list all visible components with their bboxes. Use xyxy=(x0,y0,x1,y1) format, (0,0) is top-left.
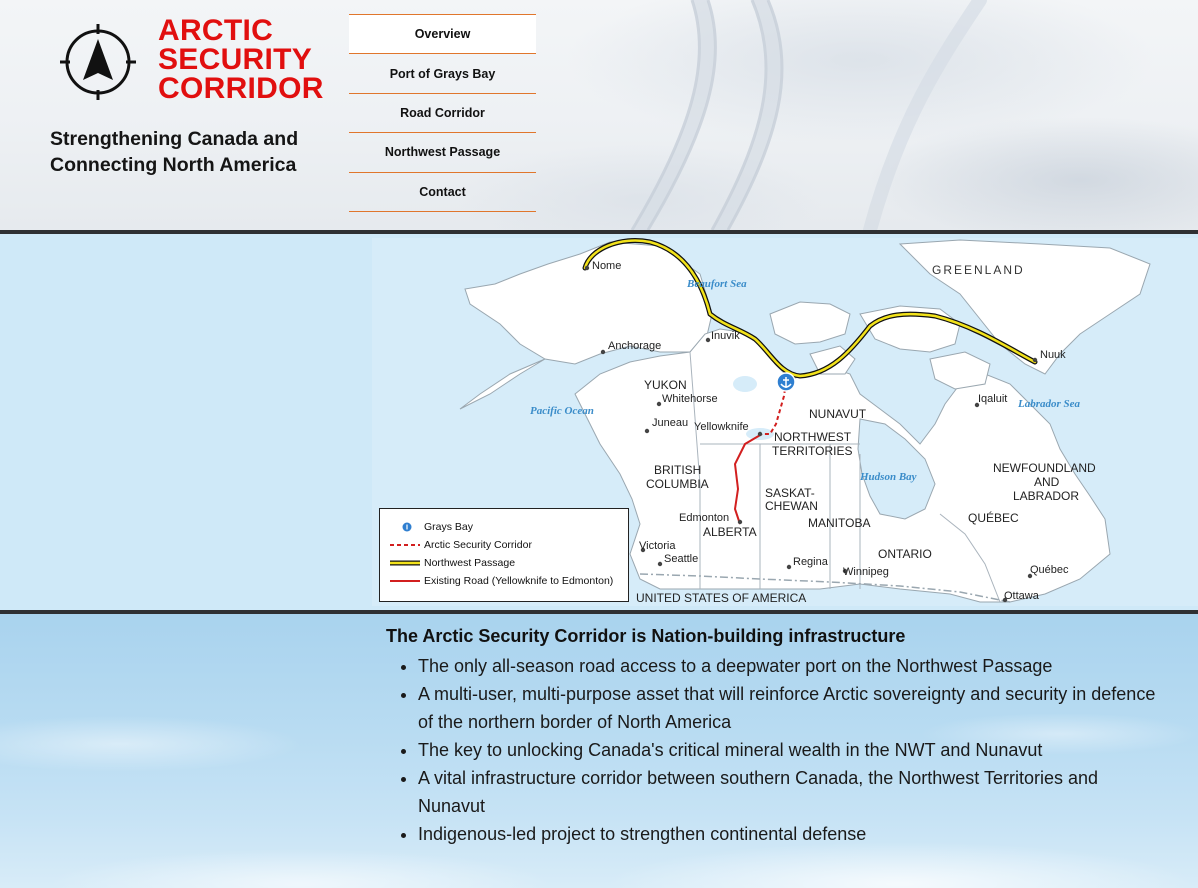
content-title: The Arctic Security Corridor is Nation-building infrastructure xyxy=(386,626,906,646)
benefit-item: • A multi-user, multi-purpose asset that will reinforce Arctic sovereignty and security in defence of the northern border of North America xyxy=(418,680,1158,736)
benefit-item: • The only all-season road access to a deepwater port on the Northwest Passage xyxy=(418,652,1158,680)
yellow-line-icon xyxy=(390,557,420,569)
label-nunavut: NUNAVUT xyxy=(809,407,867,421)
label-beaufort-sea: Beaufort Sea xyxy=(687,278,747,290)
label-juneau: Juneau xyxy=(652,417,689,429)
label-hudson-bay: Hudson Bay xyxy=(860,471,917,483)
label-nfl-line-3: LABRADOR xyxy=(1013,489,1080,503)
grays-bay-port-icon[interactable] xyxy=(777,373,795,391)
label-nwt-line-1: NORTHWEST xyxy=(774,430,852,444)
label-seattle: Seattle xyxy=(664,553,699,565)
label-ontario: ONTARIO xyxy=(878,547,932,561)
site-header xyxy=(0,0,1198,230)
compass-logo-icon[interactable] xyxy=(58,22,138,102)
benefit-item: • A vital infrastructure corridor between southern Canada, the Northwest Territories and Nunavut xyxy=(418,764,1158,820)
label-manitoba: MANITOBA xyxy=(808,516,871,530)
nav-item-contact[interactable]: Contact xyxy=(349,173,536,212)
map-section xyxy=(0,234,1198,610)
benefit-item: • Indigenous-led project to strengthen continental defense xyxy=(418,820,1158,848)
brand-name[interactable] xyxy=(158,16,348,103)
benefit-item: • The key to unlocking Canada's critical mineral wealth in the NWT and Nunavut xyxy=(418,736,1158,764)
label-labrador-sea: Labrador Sea xyxy=(1018,398,1081,410)
tagline-line-2: Connecting North America xyxy=(50,154,297,176)
label-alberta: ALBERTA xyxy=(703,525,757,539)
legend-row-existing-road xyxy=(390,573,613,589)
label-regina: Regina xyxy=(793,556,828,568)
label-anchorage: Anchorage xyxy=(608,340,662,352)
label-yukon: YUKON xyxy=(644,378,687,392)
dashed-red-line-icon xyxy=(390,539,420,551)
label-nfl-line-1: NEWFOUNDLAND xyxy=(993,461,1096,475)
brand-line-3: CORRIDOR xyxy=(158,72,324,105)
label-pacific-ocean: Pacific Ocean xyxy=(530,405,594,417)
legend-label-corridor: Arctic Security Corridor xyxy=(424,539,532,551)
label-usa: UNITED STATES OF AMERICA xyxy=(636,591,807,605)
tagline-line-1: Strengthening Canada and xyxy=(50,128,299,150)
legend-label-existing-road: Existing Road (Yellowknife to Edmonton) xyxy=(424,575,614,587)
legend-row-grays-bay xyxy=(390,519,473,535)
label-ottawa: Ottawa xyxy=(1004,590,1039,602)
brand-line-1: ARCTIC xyxy=(158,14,274,47)
label-quebec-province: QUÉBEC xyxy=(968,511,1019,525)
tagline xyxy=(50,126,340,178)
legend-row-passage xyxy=(390,555,515,571)
benefit-list xyxy=(396,652,1158,848)
port-icon xyxy=(390,521,420,533)
label-edmonton: Edmonton xyxy=(679,512,730,524)
label-winnipeg: Winnipeg xyxy=(843,566,889,578)
label-inuvik: Inuvik xyxy=(711,330,740,342)
nav-item-northwest-passage[interactable]: Northwest Passage xyxy=(349,133,536,172)
label-bc-line-1: BRITISH xyxy=(654,463,702,477)
main-nav xyxy=(349,14,536,212)
solid-red-line-icon xyxy=(390,575,420,587)
nav-item-overview[interactable]: Overview xyxy=(349,15,536,54)
label-nwt-line-2: TERRITORIES xyxy=(772,444,853,458)
content-section xyxy=(0,614,1198,888)
brand-line-2: SECURITY xyxy=(158,43,313,76)
nav-item-port-of-grays-bay[interactable]: Port of Grays Bay xyxy=(349,54,536,93)
legend-label-passage: Northwest Passage xyxy=(424,557,516,569)
legend-label-grays-bay: Grays Bay xyxy=(424,521,474,533)
label-nuuk: Nuuk xyxy=(1040,349,1066,361)
label-sask-line-1: SASKAT- xyxy=(765,486,815,500)
label-sask-line-2: CHEWAN xyxy=(765,499,818,513)
label-nome: Nome xyxy=(592,260,622,272)
label-quebec-city: Québec xyxy=(1030,564,1069,576)
label-iqaluit: Iqaluit xyxy=(978,393,1008,405)
label-victoria: Victoria xyxy=(639,540,676,552)
nav-item-road-corridor[interactable]: Road Corridor xyxy=(349,94,536,133)
label-nfl-line-2: AND xyxy=(1034,475,1060,489)
label-greenland: GREENLAND xyxy=(932,263,1025,277)
label-whitehorse: Whitehorse xyxy=(662,393,718,405)
label-bc-line-2: COLUMBIA xyxy=(646,477,709,491)
map-legend xyxy=(379,508,629,602)
label-yellowknife: Yellowknife xyxy=(694,421,749,433)
legend-row-corridor xyxy=(390,537,532,553)
